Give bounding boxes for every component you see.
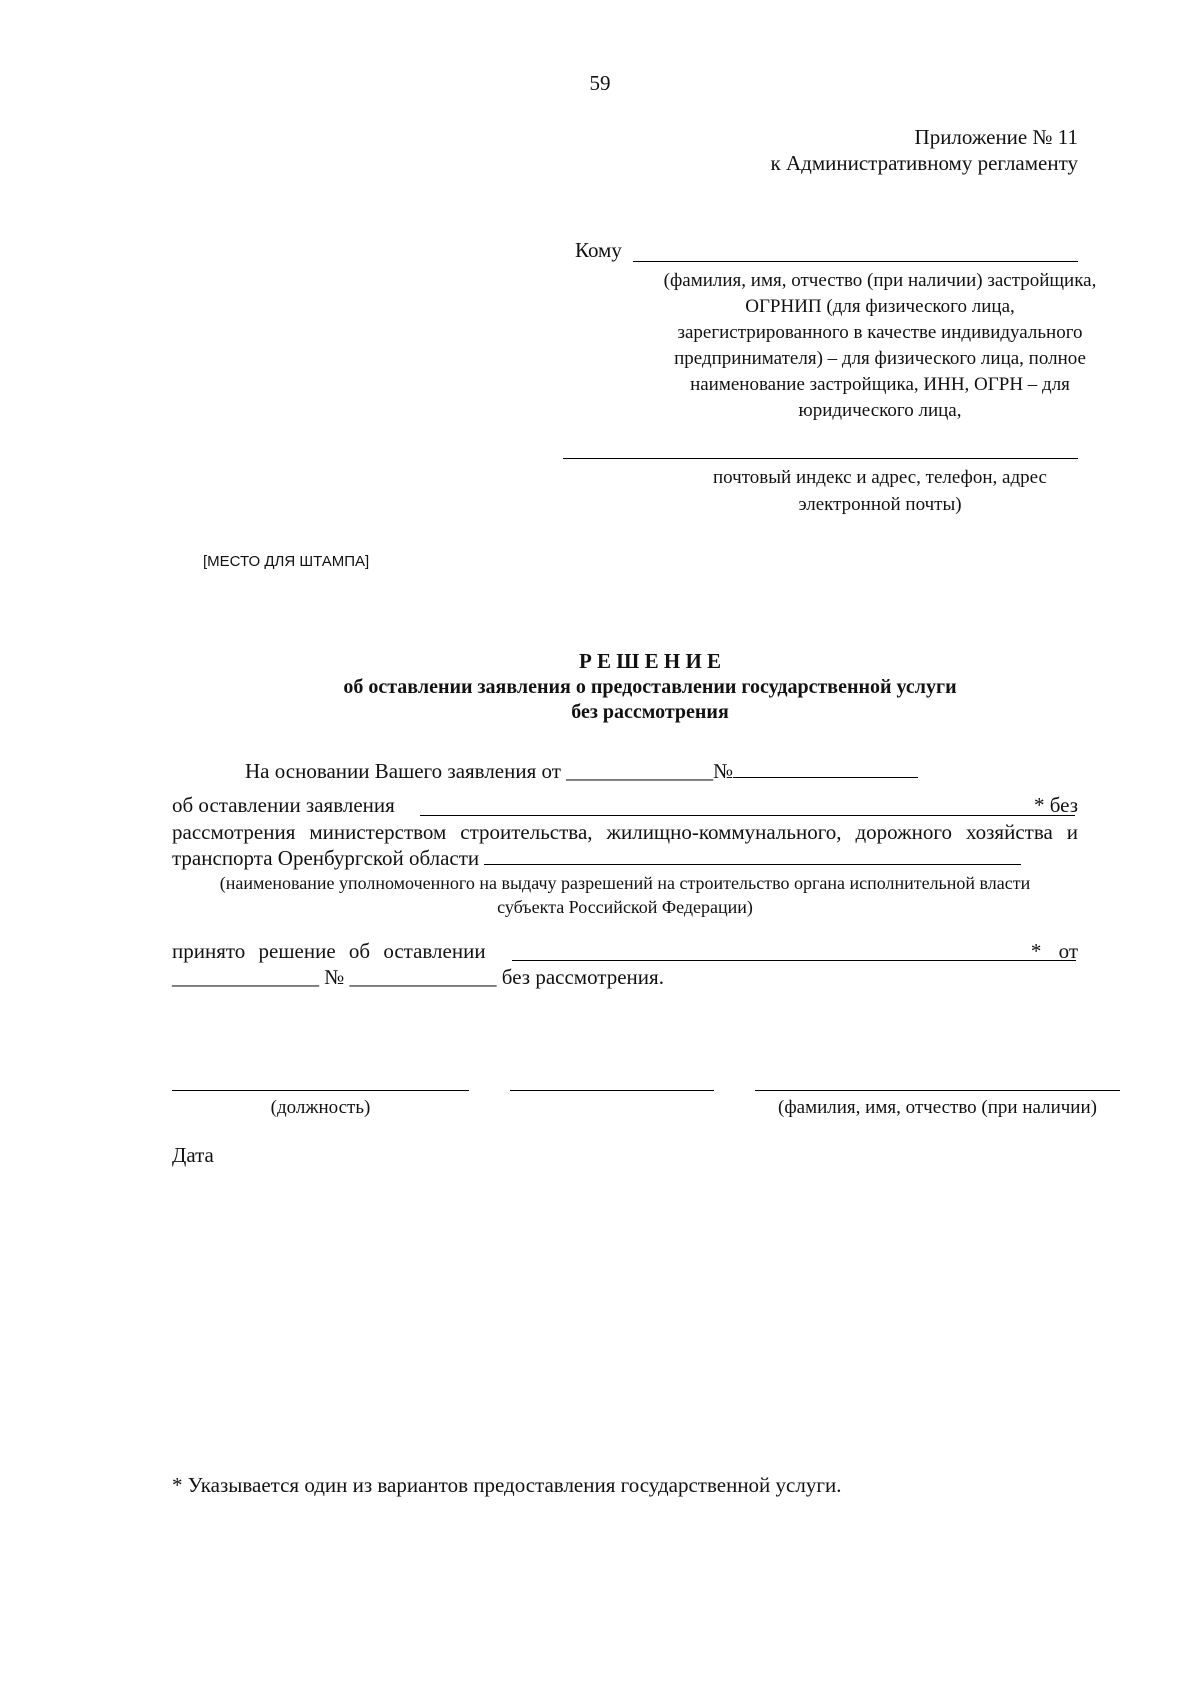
body-line-1 xyxy=(245,758,918,784)
date-label: Дата xyxy=(172,1143,214,1167)
body-p4-text: транспорта Оренбургской области xyxy=(172,846,480,870)
authority-hint-2: субъекта Российской Федерации) xyxy=(497,897,753,917)
addressee-name-line[interactable] xyxy=(633,261,1078,262)
addressee-hint-2: ОГРНИП (для физического лица, xyxy=(745,296,1015,317)
position-line[interactable] xyxy=(172,1090,469,1091)
decision-from: * от xyxy=(1030,939,1078,963)
body-p1-start: На основании Вашего заявления от xyxy=(245,759,561,783)
addressee-address-line[interactable] xyxy=(563,458,1078,459)
body-p2-label: об оставлении заявления xyxy=(172,793,395,817)
appendix-title: Приложение № 11 xyxy=(914,125,1078,149)
decision-number-sign: № xyxy=(324,965,345,989)
page-number: 59 xyxy=(589,71,611,95)
signature-line[interactable] xyxy=(510,1090,714,1091)
addressee-hint-5: наименование застройщика, ИНН, ОГРН – для xyxy=(690,374,1070,395)
address-hint-2: электронной почты) xyxy=(798,494,962,515)
full-name-line[interactable] xyxy=(755,1090,1120,1091)
body-line-3: рассмотрения министерством строительства, жилищно-коммунального, дорожного хозяйства и xyxy=(172,820,1078,844)
stamp-placeholder: [МЕСТО ДЛЯ ШТАМПА] xyxy=(203,553,370,570)
decision-number-blank[interactable]: ______________ xyxy=(349,965,497,989)
footnote: * Указывается один из вариантов предоставления государственной услуги. xyxy=(172,1473,842,1497)
authority-name-field[interactable] xyxy=(484,846,1021,865)
document-title: Р Е Ш Е Н И Е xyxy=(578,649,722,673)
decision-subject-field[interactable] xyxy=(512,960,1076,961)
decision-text: принято решение об оставлении xyxy=(172,939,486,963)
addressee-hint-1: (фамилия, имя, отчество (при наличии) застройщика, xyxy=(663,270,1097,291)
authority-hint-1: (наименование уполномоченного на выдачу разрешений на строительство органа исполнительной власти xyxy=(219,873,1031,893)
body-p2-end: * без xyxy=(1033,793,1078,817)
decision-date-blank[interactable]: ______________ xyxy=(172,965,319,989)
application-number-field[interactable] xyxy=(733,759,918,778)
body-line-4 xyxy=(172,845,1021,871)
addressee-hint-3: зарегистрированного в качестве индивидуального xyxy=(677,322,1083,343)
document-subtitle-1: об оставлении заявления о предоставлении государственной услуги xyxy=(343,676,957,698)
appendix-subtitle: к Административному регламенту xyxy=(770,151,1078,175)
application-subject-field[interactable] xyxy=(420,815,1075,816)
position-label: (должность) xyxy=(270,1097,371,1118)
addressee-label: Кому xyxy=(575,238,622,262)
address-hint-1: почтовый индекс и адрес, телефон, адрес xyxy=(713,467,1047,488)
decision-line-2 xyxy=(172,964,664,990)
addressee-hint-4: предпринимателя) – для физического лица, полное xyxy=(674,348,1086,369)
document-subtitle-2: без рассмотрения xyxy=(571,701,729,723)
full-name-label: (фамилия, имя, отчество (при наличии) xyxy=(778,1097,1097,1118)
number-sign: № xyxy=(713,759,734,783)
decision-end-text: без рассмотрения. xyxy=(501,965,664,989)
addressee-hint-6: юридического лица, xyxy=(798,400,962,421)
application-date-blank[interactable]: ______________ xyxy=(566,759,714,783)
